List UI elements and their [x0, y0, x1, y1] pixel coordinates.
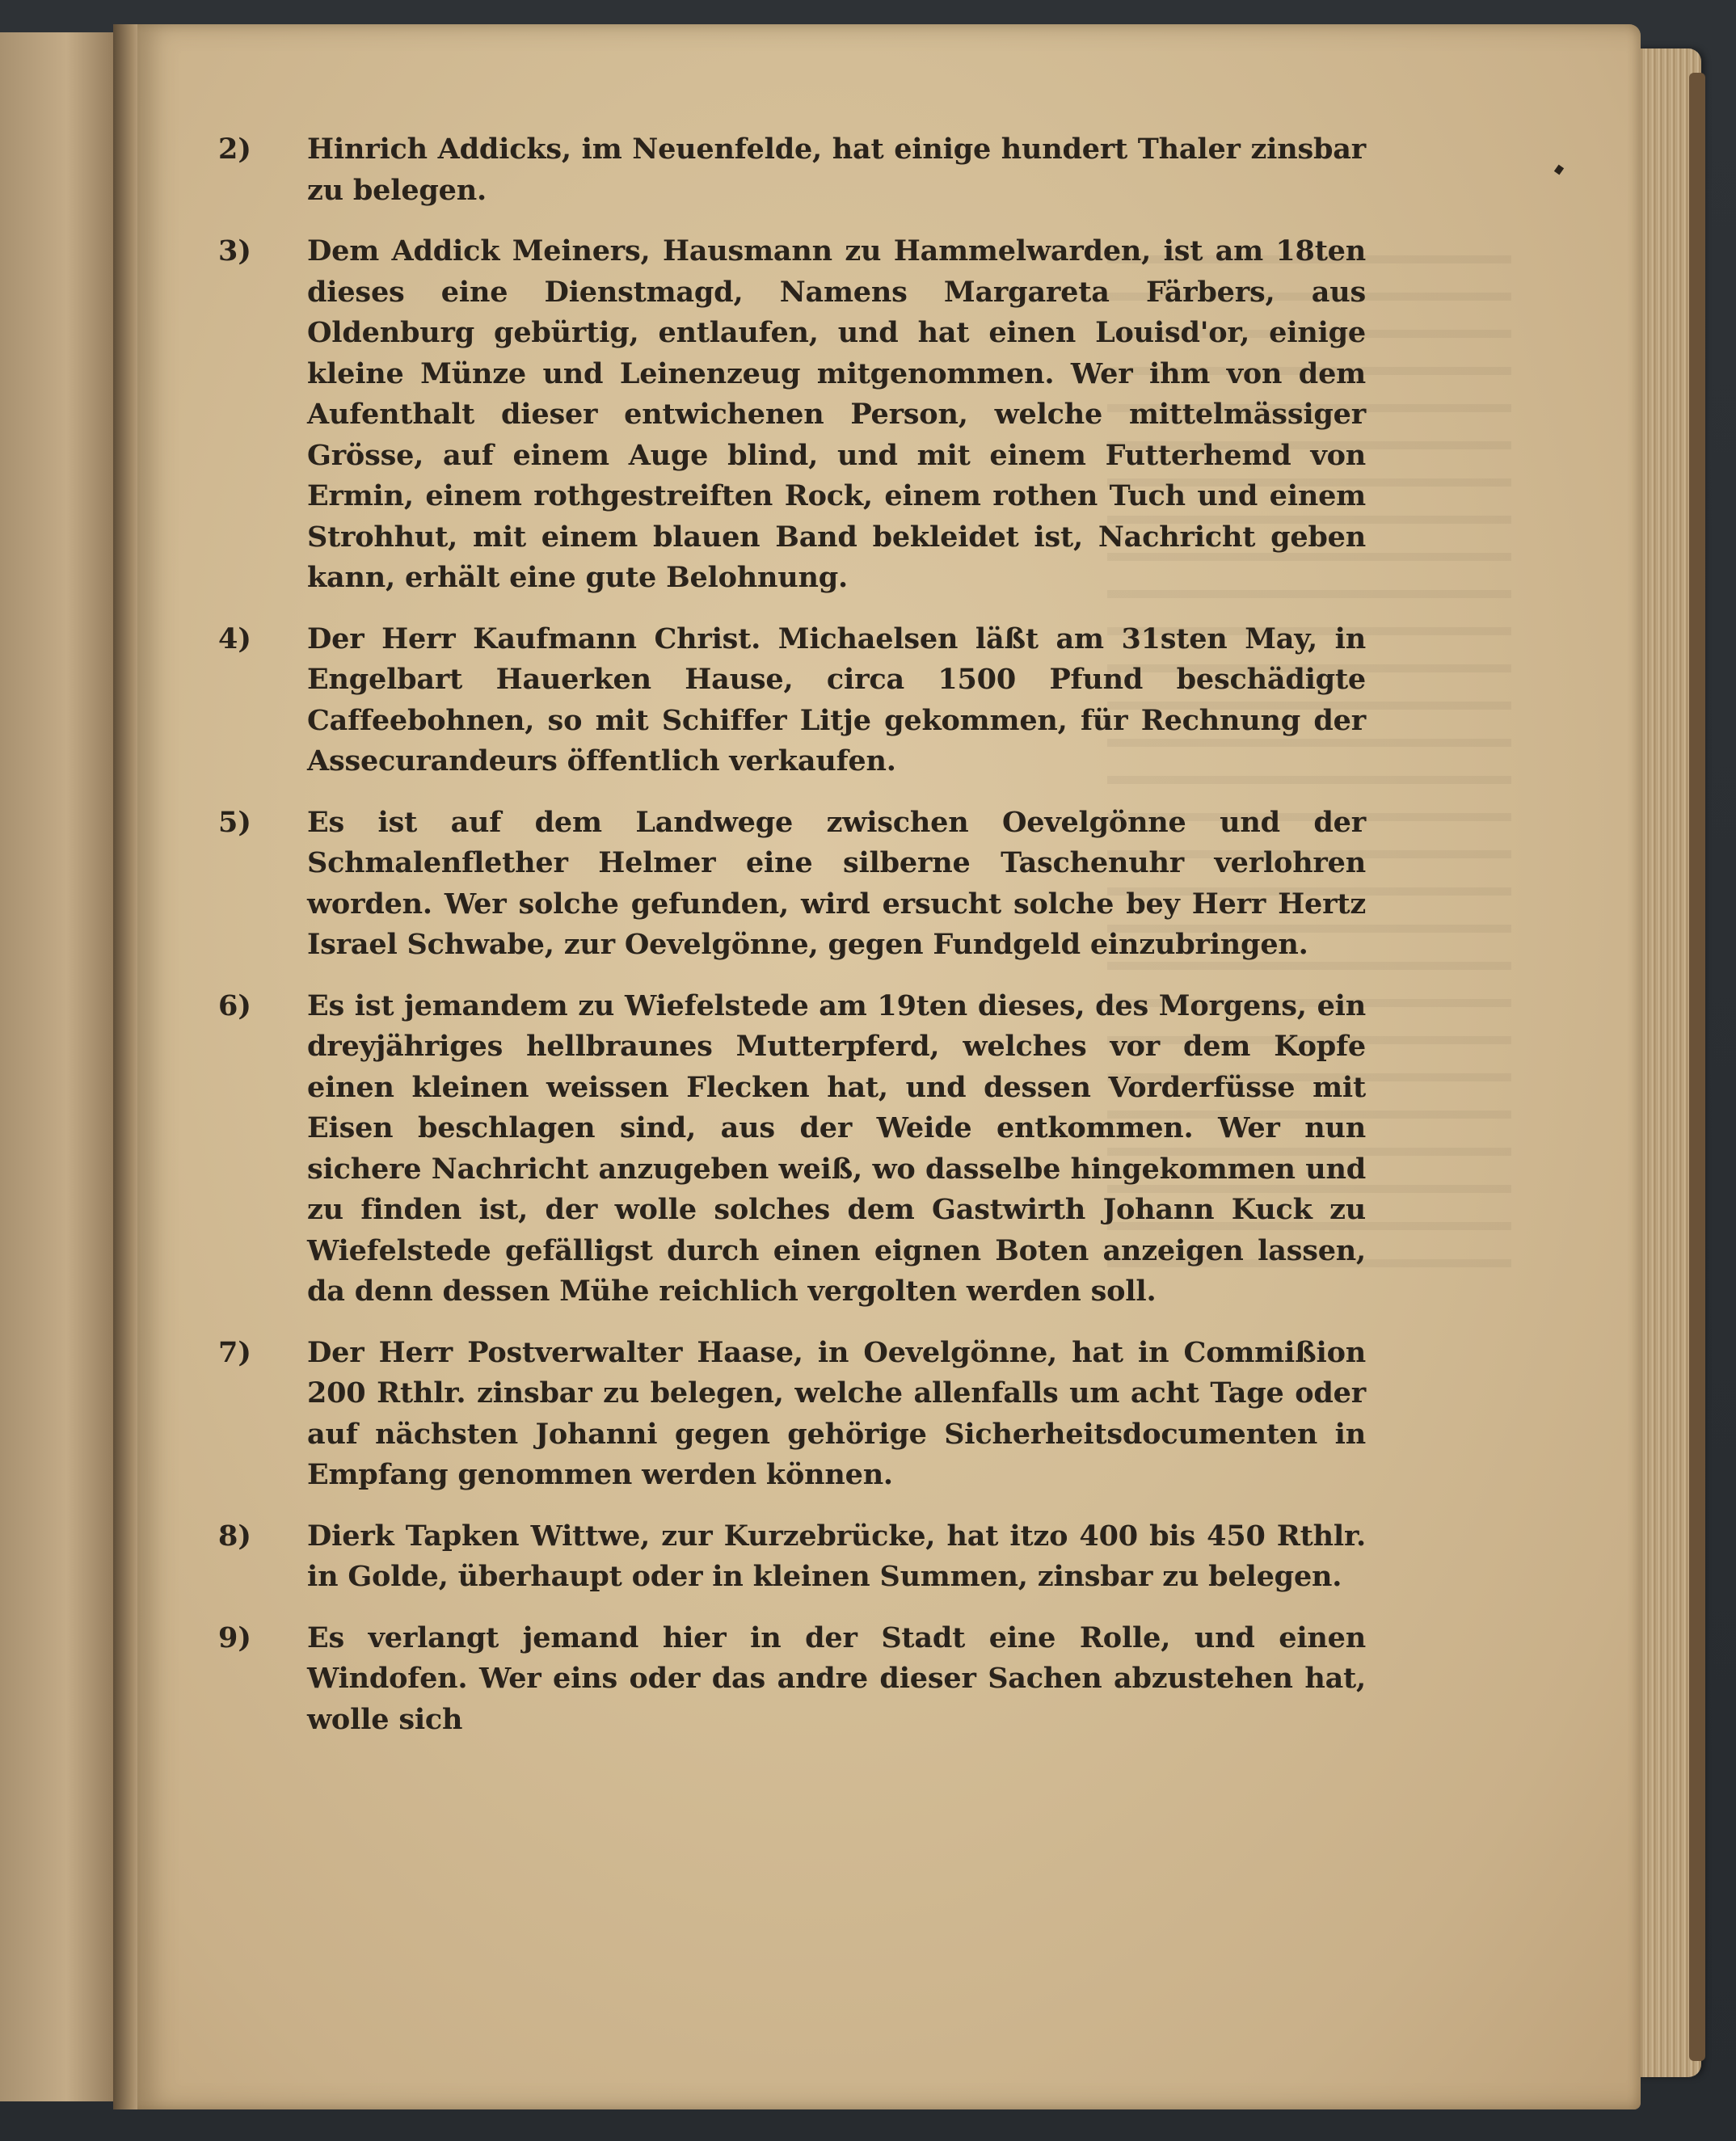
left-facing-page: [0, 32, 121, 2101]
notice-entry: [218, 803, 1366, 966]
entry-number: 5): [218, 805, 251, 839]
notice-entry: [218, 986, 1366, 1313]
entry-text: Der Herr Kaufmann Christ. Michaelsen läßt am 31sten May, in Engelbart Hauerken Hause, circa 1500 Pfund beschädigte Caffeebohnen, so mit Schiffer Litje gekommen, für Rechnung der Assecurandeurs öffentlich verkaufen.: [307, 622, 1366, 778]
notice-entry: [218, 619, 1366, 782]
entry-text: Dem Addick Meiners, Hausmann zu Hammelwarden, ist am 18ten dieses eine Dienstmagd, Namens Margareta Färbers, aus Oldenburg gebürtig, entlaufen, und hat einen Louisd'or, einige kleine Münze und Leinenzeug mitgenommen. Wer ihm von dem Aufenthalt dieser entwichenen Person, welche mittelmässiger Grösse, auf einem Auge blind, und mit einem Futterhemd von Ermin, einem rothgestreiften Rock, einem rothen Tuch und einem Strohhut, mit einem blauen Band bekleidet ist, Nachricht geben kann, erhält eine gute Belohnung.: [307, 234, 1366, 594]
entry-text: Hinrich Addicks, im Neuenfelde, hat einige hundert Thaler zinsbar zu belegen.: [307, 133, 1366, 207]
cover-edge: [1689, 73, 1705, 2061]
entry-number: 6): [218, 988, 251, 1022]
notice-entry: [218, 1516, 1366, 1598]
entry-text: Dierk Tapken Wittwe, zur Kurzebrücke, hat itzo 400 bis 450 Rthlr. in Golde, überhaupt oder in kleinen Summen, zinsbar zu belegen.: [307, 1519, 1366, 1593]
notice-entry: [218, 1618, 1366, 1741]
entry-number: 3): [218, 234, 251, 268]
notice-entry: [218, 231, 1366, 599]
notice-entry: [218, 1333, 1366, 1496]
entry-text: Der Herr Postverwalter Haase, in Oevelgönne, hat in Commißion 200 Rthlr. zinsbar zu belegen, welche allenfalls um acht Tage oder auf nächsten Johanni gegen gehörige Sicherheitsdocumenten in Empfang genommen werden können.: [307, 1335, 1366, 1491]
notice-entry: [218, 129, 1366, 211]
entry-number: 4): [218, 622, 251, 655]
entry-number: 7): [218, 1335, 251, 1369]
entry-number: 9): [218, 1621, 251, 1654]
entry-text: Es ist jemandem zu Wiefelstede am 19ten dieses, des Morgens, ein dreyjähriges hellbraunes Mutterpferd, welches vor dem Kopfe einen kleinen weissen Flecken hat, und dessen Vorderfüsse mit Eisen beschlagen sind, aus der Weide entkommen. Wer nun sichere Nachricht anzugeben weiß, wo dasselbe hingekommen und zu finden ist, der wolle solches dem Gastwirth Johann Kuck zu Wiefelstede gefälligst durch einen eignen Boten anzeigen lassen, da denn dessen Mühe reichlich vergolten werden soll.: [307, 988, 1366, 1308]
entry-number: 2): [218, 133, 251, 166]
entry-text: Es verlangt jemand hier in der Stadt eine Rolle, und einen Windofen. Wer eins oder das andre dieser Sachen abzustehen hat, wolle sich: [307, 1621, 1366, 1736]
entry-text: Es ist auf dem Landwege zwischen Oevelgönne und der Schmalenflether Helmer eine silberne Taschenuhr verlohren worden. Wer solche gefunden, wird ersucht solche bey Herr Hertz Israel Schwabe, zur Oevelgönne, gegen Fundgeld einzubringen.: [307, 805, 1366, 961]
notice-list: [218, 129, 1366, 1760]
entry-number: 8): [218, 1519, 251, 1553]
